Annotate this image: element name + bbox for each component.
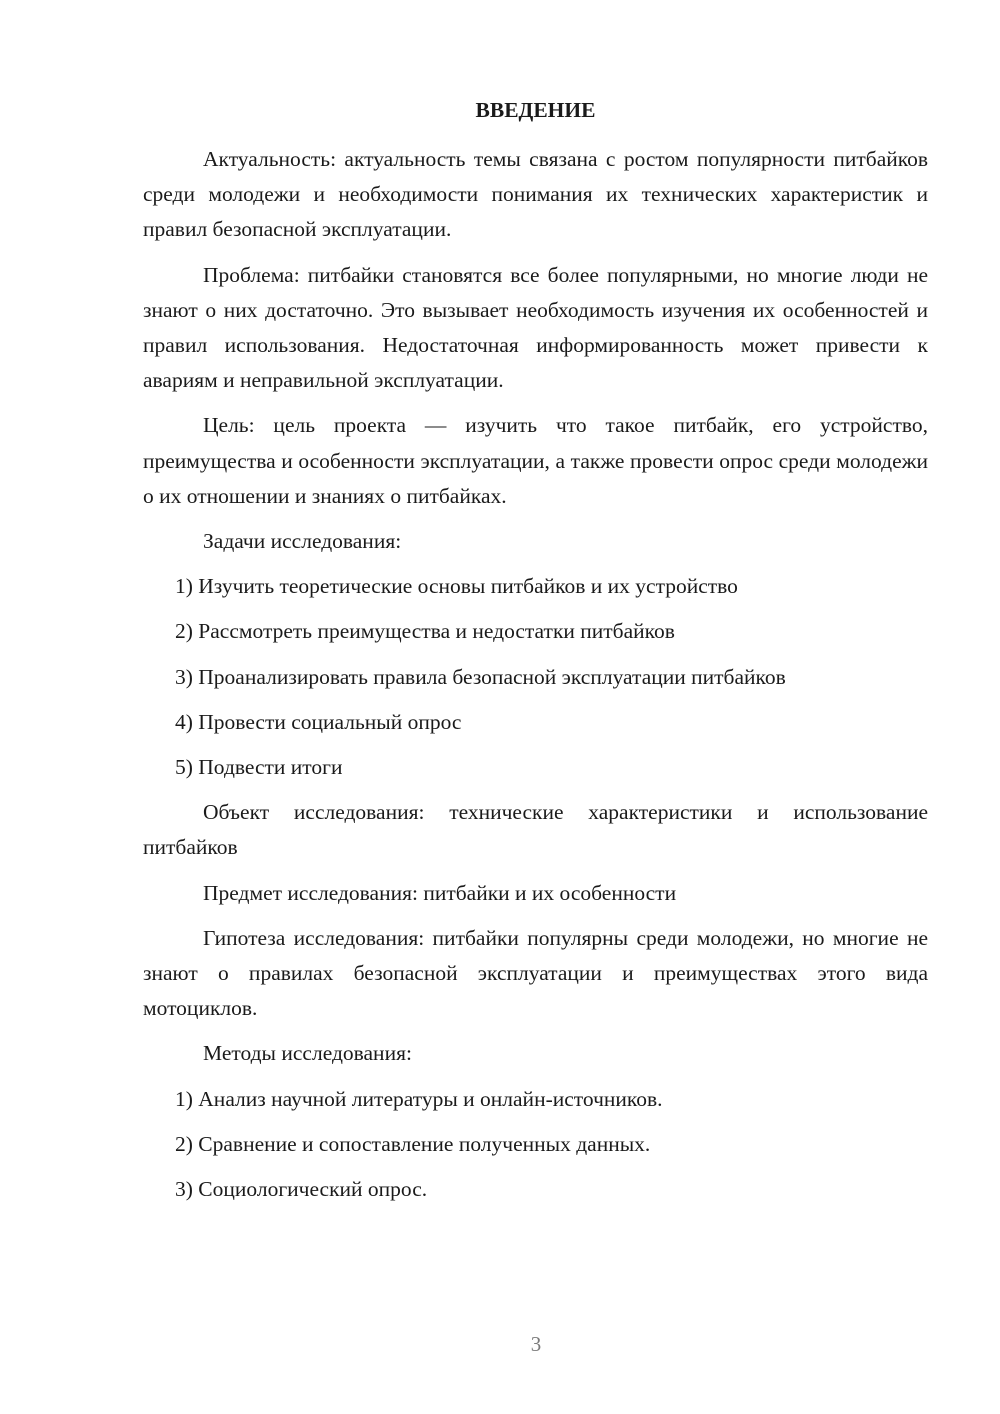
goal-paragraph: Цель: цель проекта — изучить что такое питбайк, его устройство, преимущества и особенности эксплуатации, а также провести опрос среди молодежи о их отношении и знаниях о питбайках. xyxy=(143,413,928,508)
hypothesis-paragraph: Гипотеза исследования: питбайки популярны среди молодежи, но многие не знают о правилах безопасной эксплуатации и преимуществах этого вида мотоциклов. xyxy=(143,925,928,1021)
method-item: 2) Сравнение и сопоставление полученных данных. xyxy=(175,1131,651,1156)
page-title: ВВЕДЕНИЕ xyxy=(475,98,596,122)
page-content xyxy=(143,94,928,1217)
page-number: 3 xyxy=(530,1332,542,1356)
method-item: 3) Социологический опрос. xyxy=(175,1177,428,1202)
method-item: 1) Анализ научной литературы и онлайн-источников. xyxy=(175,1086,663,1111)
task-item: 2) Рассмотреть преимущества и недостатки питбайков xyxy=(175,619,675,644)
subject-paragraph: Предмет исследования: питбайки и их особенности xyxy=(203,880,677,905)
methods-heading: Методы исследования: xyxy=(203,1041,412,1066)
task-item: 5) Подвести итоги xyxy=(175,755,343,780)
task-item: 1) Изучить теоретические основы питбайков и их устройство xyxy=(175,574,738,599)
task-item: 3) Проанализировать правила безопасной эксплуатации питбайков xyxy=(175,664,786,689)
relevance-paragraph: Актуальность: актуальность темы связана с ростом популярности питбайков среди молодежи и необходимости понимания их технических характеристик и правил безопасной эксплуатации. xyxy=(143,147,928,242)
task-item: 4) Провести социальный опрос xyxy=(175,709,462,734)
tasks-heading: Задачи исследования: xyxy=(203,529,402,554)
object-paragraph: Объект исследования: технические характеристики и использование питбайков xyxy=(143,800,928,860)
problem-paragraph: Проблема: питбайки становятся все более популярными, но многие люди не знают о них достаточно. Это вызывает необходимость изучения их особенностей и правил использования. Недостаточная информированность может привести к авариям и неправильной эксплуатации. xyxy=(143,262,928,393)
